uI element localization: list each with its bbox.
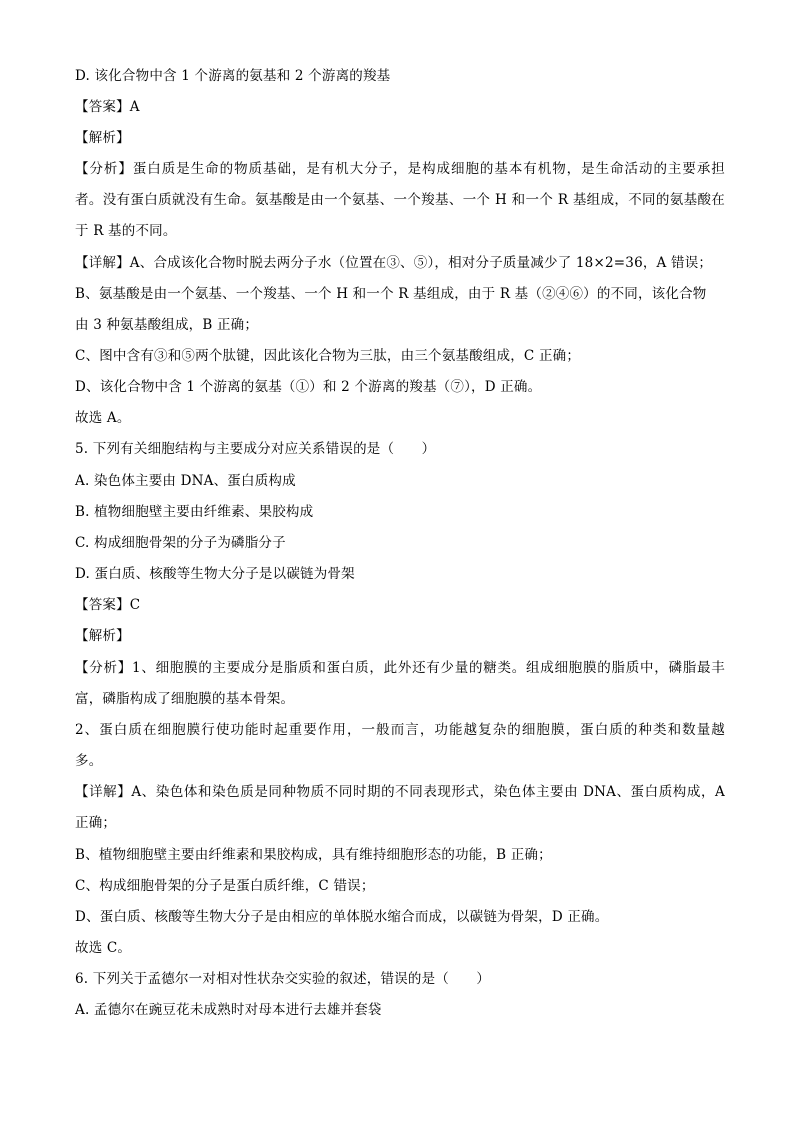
answer-label: 【答案】A: [75, 99, 140, 115]
analysis-paragraph-line: 【分析】蛋白质是生命的物质基础，是有机大分子，是构成细胞的基本有机物，是生命活动的主要承担: [75, 161, 725, 177]
detail-paragraph-line: D、蛋白质、核酸等生物大分子是由相应的单体脱水缩合而成，以碳链为骨架，D 正确。: [75, 909, 609, 925]
question-5-option-c: C. 构成细胞骨架的分子为磷脂分子: [75, 535, 286, 551]
analysis-paragraph-line: 【分析】1、细胞膜的主要成分是脂质和蛋白质，此外还有少量的糖类。组成细胞膜的脂质中，磷脂最丰: [75, 660, 725, 676]
detail-paragraph-line: 由 3 种氨基酸组成，B 正确；: [75, 317, 259, 333]
question-5-option-d: D. 蛋白质、核酸等生物大分子是以碳链为骨架: [75, 566, 355, 582]
analysis-label: 【解析】: [75, 628, 130, 644]
analysis-label: 【解析】: [75, 130, 130, 146]
question-5-stem: 5. 下列有关细胞结构与主要成分对应关系错误的是（ ）: [75, 441, 436, 457]
detail-paragraph-line: 【详解】A、合成该化合物时脱去两分子水（位置在③、⑤），相对分子质量减少了 18×2=36，A 错误；: [75, 255, 713, 271]
detail-paragraph-line: C、构成细胞骨架的分子是蛋白质纤维，C 错误；: [75, 878, 375, 894]
analysis-paragraph-line: 2、蛋白质在细胞膜行使功能时起重要作用，一般而言，功能越复杂的细胞膜，蛋白质的种类和数量越: [75, 722, 725, 738]
analysis-paragraph-line: 多。: [75, 753, 103, 769]
analysis-paragraph-line: 富，磷脂构成了细胞膜的基本骨架。: [75, 691, 295, 707]
question-6-stem: 6. 下列关于孟德尔一对相对性状杂交实验的叙述，错误的是（ ）: [75, 971, 491, 987]
detail-paragraph-line: 【详解】A、染色体和染色质是同种物质不同时期的不同表现形式，染色体主要由 DNA、蛋白质构成，A: [75, 784, 725, 800]
question-6-option-a: A. 孟德尔在豌豆花未成熟时对母本进行去雄并套袋: [75, 1002, 382, 1018]
option-d-prev-question: D. 该化合物中含 1 个游离的氨基和 2 个游离的羧基: [75, 68, 391, 84]
detail-paragraph-line: B、植物细胞壁主要由纤维素和果胶构成，具有维持细胞形态的功能，B 正确；: [75, 847, 552, 863]
conclusion-line: 故选 C。: [75, 940, 132, 956]
detail-paragraph-line: D、该化合物中含 1 个游离的氨基（①）和 2 个游离的羧基（⑦），D 正确。: [75, 379, 542, 395]
question-5-option-b: B. 植物细胞壁主要由纤维素、果胶构成: [75, 504, 314, 520]
detail-paragraph-line: 正确；: [75, 815, 117, 831]
analysis-paragraph-line: 者。没有蛋白质就没有生命。氨基酸是由一个氨基、一个羧基、一个 H 和一个 R 基组成，不同的氨基酸在: [75, 192, 725, 208]
detail-paragraph-line: C、图中含有③和⑤两个肽键，因此该化合物为三肽，由三个氨基酸组成，C 正确；: [75, 348, 581, 364]
conclusion-line: 故选 A。: [75, 410, 131, 426]
analysis-paragraph-line: 于 R 基的不同。: [75, 223, 177, 239]
question-5-option-a: A. 染色体主要由 DNA、蛋白质构成: [75, 473, 296, 489]
answer-label: 【答案】C: [75, 597, 141, 613]
detail-paragraph-line: B、氨基酸是由一个氨基、一个羧基、一个 H 和一个 R 基组成，由于 R 基（②④⑥）的不同，该化合物: [75, 286, 707, 302]
